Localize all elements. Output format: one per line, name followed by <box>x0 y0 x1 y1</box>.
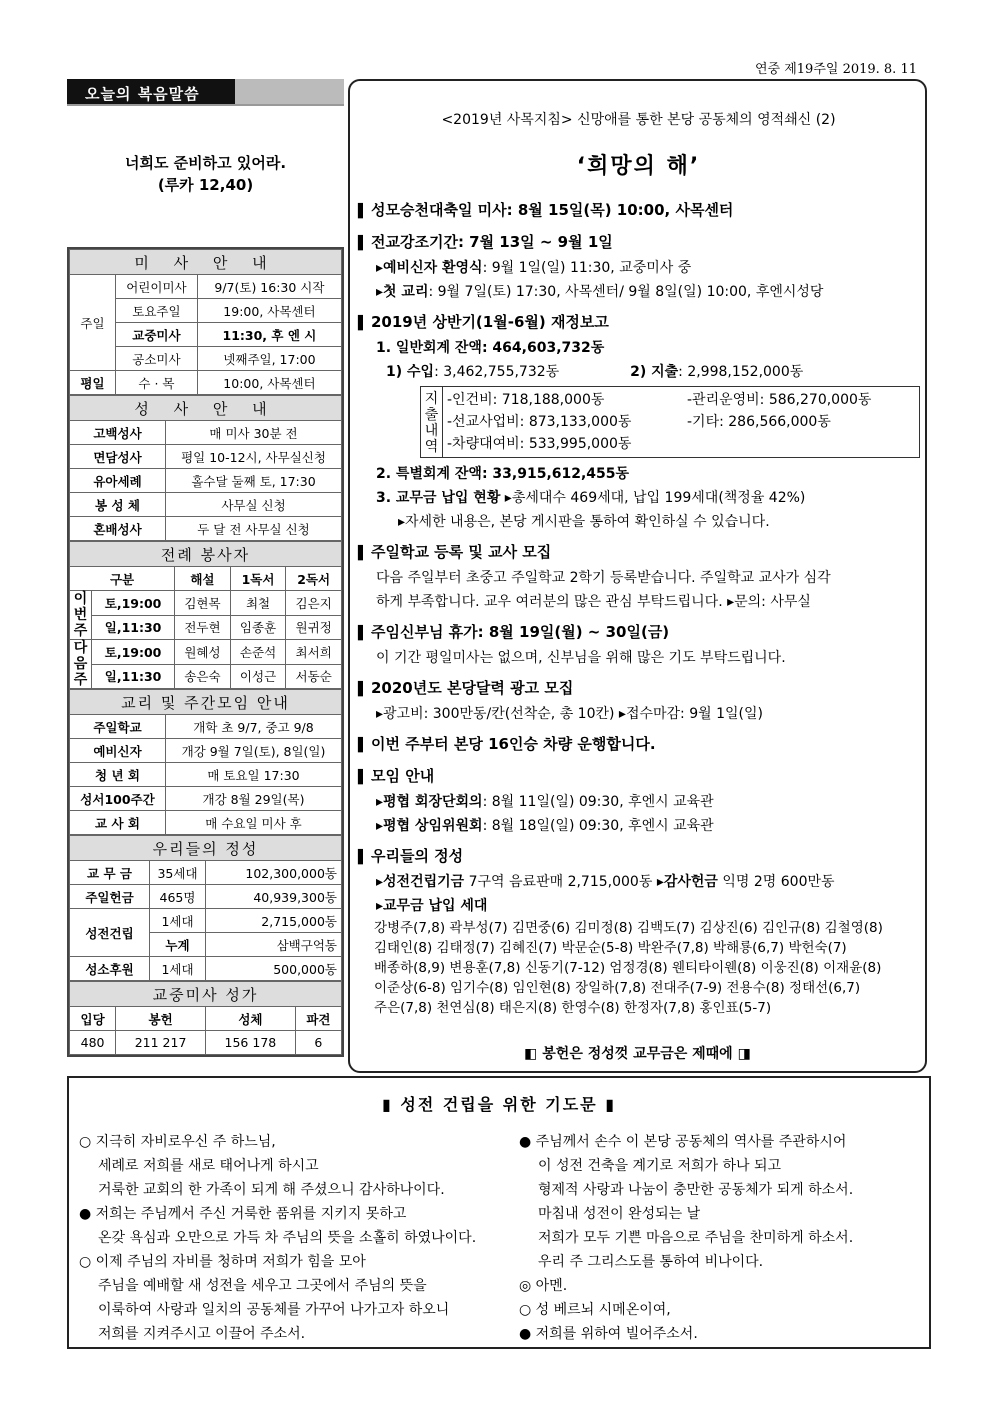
offering-table <box>69 835 342 981</box>
offering-count: 1세대 <box>150 957 206 981</box>
expense-item: -선교사업비: 873,133,000동 <box>447 414 632 430</box>
liturgy-title: 전례 봉사자 <box>70 542 342 567</box>
dues-households-label: ▸교무금 납입 세대 <box>376 898 488 914</box>
vacation-text: 이 기간 평일미사는 없으며, 신부님을 위해 많은 기도 부탁드립니다. <box>376 650 786 666</box>
liturgy-time: 일,11:30 <box>92 664 175 689</box>
pastoral-motto: <2019년 사목지침> 신망애를 통한 본당 공동체의 영적쇄신 (2) <box>441 112 836 128</box>
prayer-line: 저희를 지켜주시고 이끌어 주소서. <box>98 1326 306 1342</box>
section-meetings: ▌ 모임 안내 <box>358 764 919 790</box>
expense-label: 지출내역 <box>421 387 443 457</box>
catechism-title: 교리 및 주간모임 안내 <box>70 690 342 715</box>
offering-type: 성전건립 <box>70 909 150 957</box>
meeting-item: ▸평협 회장단회의: 8월 11일(일) 09:30, 후엔시 교육관 <box>376 794 714 810</box>
prayer-line: ● 저희를 위하여 빌어주소서. <box>519 1326 698 1342</box>
info-table <box>67 247 344 1057</box>
sacrament-info: 사무실 신청 <box>166 493 342 517</box>
liturgy-name: 최철 <box>230 591 286 616</box>
prayer-line: 이룩하여 사랑과 일치의 공동체를 가꾸어 나가고자 하오니 <box>98 1302 450 1318</box>
prayer-title: ▮ 성전 건립을 위한 기도문 ▮ <box>381 1095 617 1114</box>
sacrament-title: 성 사 안 내 <box>70 396 342 421</box>
name-line: 이준상(6-8) 임기수(8) 임인현(8) 장일하(7,8) 전대주(7-9) 전용수(8) 정태선(6,7) <box>374 980 861 996</box>
group-name: 성서100주간 <box>70 787 166 811</box>
sunday-school-text: 하게 부족합니다. 교우 여러분의 많은 관심 부탁드립니다. ▸문의: 사무실 <box>376 594 811 610</box>
offering-amount: 2,715,000동 <box>206 909 342 933</box>
choir-header: 성체 <box>205 1007 295 1031</box>
group-info: 개강 9월 7일(토), 8일(일) <box>166 739 342 763</box>
gospel-banner <box>67 79 344 104</box>
group-info: 개학 초 9/7, 중고 9/8 <box>166 715 342 739</box>
sacrament-name: 혼배성사 <box>70 517 166 541</box>
liturgy-name: 임종훈 <box>230 615 286 640</box>
expense-item: -차량대여비: 533,995,000동 <box>447 436 632 452</box>
prayer-line: ○ 이제 주님의 자비를 청하며 저희가 힘을 모아 <box>79 1254 366 1270</box>
prayer-box <box>67 1076 931 1349</box>
offering-type: 주일헌금 <box>70 885 150 909</box>
liturgy-name: 김은지 <box>286 591 342 616</box>
group-name: 교 사 회 <box>70 811 166 835</box>
mass-time: 10:00, 사목센터 <box>197 371 341 395</box>
gospel-reference: (루카 12,40) <box>157 176 254 194</box>
group-name: 주일학교 <box>70 715 166 739</box>
gospel-verse <box>67 152 344 196</box>
prayer-line: ○ 성 베르뇌 시메온이여, <box>519 1302 671 1318</box>
sacrament-name: 봉 성 체 <box>70 493 166 517</box>
liturgy-time: 토,19:00 <box>92 640 175 665</box>
sacrament-name: 고백성사 <box>70 421 166 445</box>
mass-type: 공소미사 <box>116 347 198 371</box>
calendar-ads-text: ▸광고비: 300만동/칸(선착순, 총 10칸) ▸접수마감: 9월 1일(일) <box>376 706 763 722</box>
offering-amount: 40,939,300동 <box>206 885 342 909</box>
expense-item: -인건비: 718,188,000동 <box>447 392 605 408</box>
offering-count: 465명 <box>150 885 206 909</box>
mass-time: 11:30, 후 엔 시 <box>197 323 341 347</box>
section-assumption: ▌ 성모승천대축일 미사: 8월 15일(목) 10:00, 사목센터 <box>358 198 919 224</box>
liturgy-name: 김현목 <box>175 591 231 616</box>
liturgy-name: 서동순 <box>286 664 342 689</box>
offering-count: 1세대 <box>150 909 206 933</box>
name-line: 주은(7,8) 천연심(8) 태은지(8) 한영수(8) 한정자(7,8) 홍인표(5-7) <box>374 1000 772 1016</box>
choir-header: 봉헌 <box>116 1007 206 1031</box>
announcements-panel <box>348 79 927 1073</box>
prayer-line: 주님을 예배할 새 성전을 세우고 그곳에서 주님의 뜻을 <box>98 1278 427 1294</box>
sacrament-info: 홀수달 둘째 토, 17:30 <box>166 469 342 493</box>
liturgy-header: 1독서 <box>230 567 286 591</box>
mass-type: 수 · 목 <box>116 371 198 395</box>
section-vehicle: ▌ 이번 주부터 본당 16인승 차량 운행합니다. <box>358 732 919 758</box>
mass-table <box>69 249 342 395</box>
offering-count: 누계 <box>150 933 206 957</box>
catechumen-welcome: ▸예비신자 환영식: 9월 1일(일) 11:30, 교중미사 중 <box>376 260 692 276</box>
sacrament-info: 매 미사 30분 전 <box>166 421 342 445</box>
gospel-banner-label: 오늘의 복음말씀 <box>67 79 235 104</box>
group-name: 청 년 회 <box>70 763 166 787</box>
group-info: 개강 8월 29일(목) <box>166 787 342 811</box>
mass-title: 미 사 안 내 <box>70 250 342 275</box>
prayer-line: ● 저희는 주님께서 주신 거룩한 품위를 지키지 못하고 <box>79 1206 407 1222</box>
gospel-text: 너희도 준비하고 있어라. <box>124 154 287 172</box>
choir-value: 156 178 <box>205 1031 295 1055</box>
sacrament-info: 두 달 전 사무실 신청 <box>166 517 342 541</box>
section-sunday-school: ▌ 주일학교 등록 및 교사 모집 <box>358 540 919 566</box>
liturgy-header: 해설 <box>175 567 231 591</box>
liturgy-header: 구분 <box>70 567 175 591</box>
offering-amount: 500,000동 <box>206 957 342 981</box>
liturgy-name: 최서희 <box>286 640 342 665</box>
offering-amount: 102,300,000동 <box>206 861 342 885</box>
prayer-line: ○ 지극히 자비로우신 주 하느님, <box>79 1134 276 1150</box>
liturgy-name: 원혜성 <box>175 640 231 665</box>
sacrament-name: 유아세례 <box>70 469 166 493</box>
name-line: 김태인(8) 김태정(7) 김혜진(7) 박문순(5-8) 박완주(7,8) 박해룡(6,7) 박헌숙(7) <box>374 940 847 956</box>
liturgy-name: 원귀정 <box>286 615 342 640</box>
catechism-table <box>69 689 342 835</box>
offering-type: 교 무 금 <box>70 861 150 885</box>
choir-value: 6 <box>295 1031 341 1055</box>
liturgy-name: 전두현 <box>175 615 231 640</box>
dues-name-list <box>358 918 919 1018</box>
mass-time: 9/7(토) 16:30 시작 <box>197 275 341 299</box>
gospel-section <box>67 79 344 196</box>
choir-value: 211 217 <box>116 1031 206 1055</box>
section-pastor-vacation: ▌ 주임신부님 휴가: 8월 19일(월) ~ 30일(금) <box>358 620 919 646</box>
expense-item: -기타: 286,566,000동 <box>687 414 831 430</box>
liturgy-time: 토,19:00 <box>92 591 175 616</box>
choir-title: 교중미사 성가 <box>70 982 342 1007</box>
choir-value: 480 <box>70 1031 116 1055</box>
weekday-label: 평일 <box>70 371 116 395</box>
income-expense: 1) 수입: 3,462,755,732동 2) 지출: 2,998,152,000동 <box>386 364 804 380</box>
prayer-line: 마침내 성전이 완성되는 날 <box>538 1206 701 1222</box>
sunday-school-text: 다음 주일부터 초중고 주일학교 2학기 등록받습니다. 주일학교 교사가 심각 <box>376 570 831 586</box>
prayer-line: 세례로 저희를 새로 태어나게 하시고 <box>98 1158 319 1174</box>
mass-type: 교중미사 <box>116 323 198 347</box>
expense-breakdown <box>420 386 920 458</box>
prayer-line: 형제적 사랑과 나눔이 충만한 공동체가 되게 하소서. <box>538 1182 854 1198</box>
offering-title: 우리들의 정성 <box>70 836 342 861</box>
dues-status: 3. 교무금 납입 현황 ▸총세대수 469세대, 납입 199세대(책정율 42%) <box>376 490 806 506</box>
sacrament-name: 면담성사 <box>70 445 166 469</box>
section-offerings: ▌ 우리들의 정성 <box>358 844 919 870</box>
sunday-label: 주일 <box>70 275 116 371</box>
liturgy-header: 2독서 <box>286 567 342 591</box>
name-line: 강병주(7,8) 곽부성(7) 김면중(6) 김미정(8) 김백도(7) 김상진(6) 김인규(8) 김철영(8) <box>374 920 883 936</box>
special-balance: 2. 특별회계 잔액: 33,915,612,455동 <box>376 466 630 482</box>
sacrament-info: 평일 10-12시, 사무실신청 <box>166 445 342 469</box>
first-class: ▸첫 교리: 9월 7일(토) 17:30, 사목센터/ 9월 8일(일) 10:00, 후엔시성당 <box>376 284 824 300</box>
next-week-label: 다음주 <box>70 640 92 689</box>
offering-type: 성소후원 <box>70 957 150 981</box>
choir-header: 입당 <box>70 1007 116 1031</box>
prayer-right-column <box>519 1130 853 1346</box>
bulletin-date: 연중 제19주일 2019. 8. 11 <box>754 62 917 77</box>
name-line: 배종하(8,9) 변용훈(7,8) 신동기(7-12) 엄정경(8) 웬티타이웬(8) 이웅진(8) 이재윤(8) <box>374 960 882 976</box>
liturgy-name: 송은숙 <box>175 664 231 689</box>
offering-slogan: ◧ 봉헌은 정성껏 교무금은 제때에 ◨ <box>524 1046 751 1062</box>
prayer-line: ◎ 아멘. <box>519 1278 568 1294</box>
prayer-line: 거룩한 교회의 한 가족이 되게 해 주셨으니 감사하나이다. <box>98 1182 445 1198</box>
group-name: 예비신자 <box>70 739 166 763</box>
prayer-line: ● 주님께서 손수 이 본당 공동체의 역사를 주관하시어 <box>519 1134 847 1150</box>
general-balance: 1. 일반회계 잔액: 464,603,732동 <box>376 340 605 356</box>
section-evangelization: ▌ 전교강조기간: 7월 13일 ~ 9월 1일 <box>358 230 919 256</box>
prayer-line: 이 성전 건축을 계기로 저희가 하나 되고 <box>538 1158 782 1174</box>
choir-header: 파견 <box>295 1007 341 1031</box>
liturgy-table <box>69 541 342 689</box>
mass-time: 넷째주일, 17:00 <box>197 347 341 371</box>
section-calendar-ads: ▌ 2020년도 본당달력 광고 모집 <box>358 676 919 702</box>
choir-table <box>69 981 342 1055</box>
liturgy-name: 이성근 <box>230 664 286 689</box>
prayer-line: 저희가 모두 기쁜 마음으로 주님을 찬미하게 하소서. <box>538 1230 854 1246</box>
offering-item: ▸성전건립기금 7구역 음료판매 2,715,000동 ▸감사헌금 익명 2명 600만동 <box>376 874 835 890</box>
offering-amount: 삼백구억동 <box>206 933 342 957</box>
meeting-item: ▸평협 상임위원회: 8월 18일(일) 09:30, 후엔시 교육관 <box>376 818 714 834</box>
group-info: 매 토요일 17:30 <box>166 763 342 787</box>
section-finance: ▌ 2019년 상반기(1월-6월) 재정보고 <box>358 310 919 336</box>
this-week-label: 이번주 <box>70 591 92 640</box>
sacrament-table <box>69 395 342 541</box>
prayer-line: 우리 주 그리스도를 통하여 비나이다. <box>538 1254 764 1270</box>
offering-count: 35세대 <box>150 861 206 885</box>
prayer-left-column <box>79 1130 476 1346</box>
liturgy-time: 일,11:30 <box>92 615 175 640</box>
group-info: 매 수요일 미사 후 <box>166 811 342 835</box>
liturgy-name: 손준석 <box>230 640 286 665</box>
mass-time: 19:00, 사목센터 <box>197 299 341 323</box>
mass-type: 어린이미사 <box>116 275 198 299</box>
year-title: ‘희망의 해’ <box>576 154 701 179</box>
expense-item: -관리운영비: 586,270,000동 <box>687 392 872 408</box>
dues-note: ▸자세한 내용은, 본당 게시판을 통하여 확인하실 수 있습니다. <box>398 514 770 530</box>
prayer-line: 온갖 욕심과 오만으로 가득 차 주님의 뜻을 소홀히 하였나이다. <box>98 1230 477 1246</box>
mass-type: 토요주일 <box>116 299 198 323</box>
